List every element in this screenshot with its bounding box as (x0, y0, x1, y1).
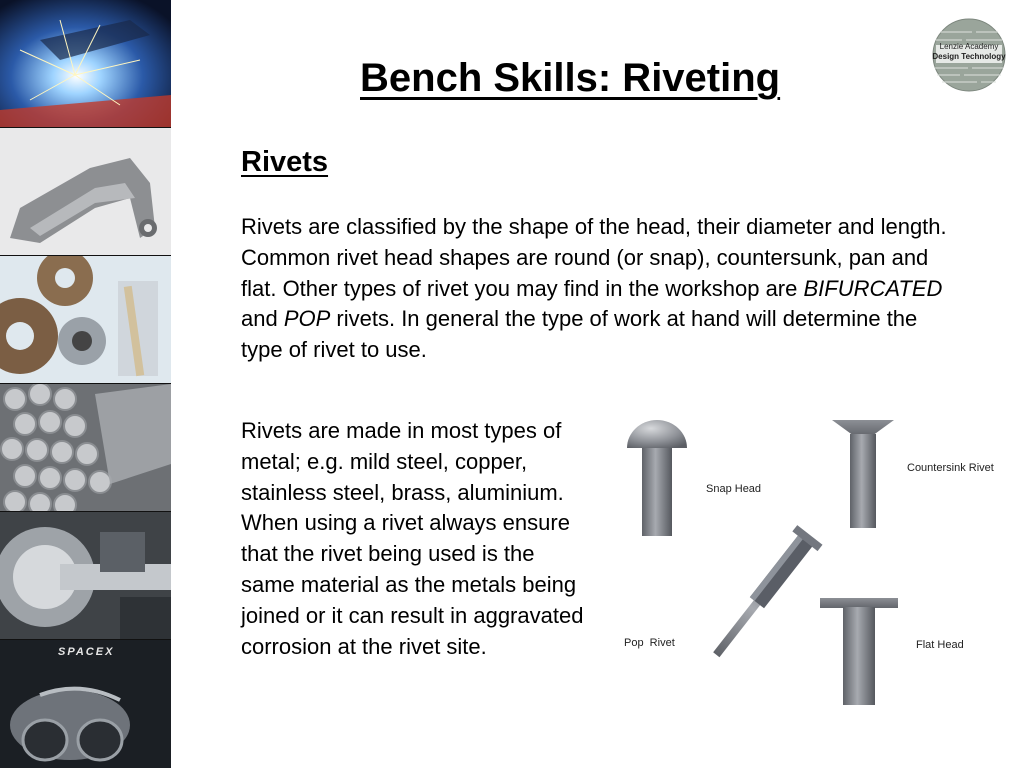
intro-emphasis-bifurcated: BIFURCATED (803, 275, 943, 301)
countersink-rivet (832, 420, 894, 528)
snap-head-rivet (627, 420, 687, 536)
spacex-engine-photo (0, 640, 171, 768)
intro-emphasis-pop: POP (283, 306, 331, 332)
rivet-types-diagram (600, 400, 1010, 730)
logo-line-2: Design Technology (932, 52, 1006, 61)
countersink-label: Countersink Rivet (907, 462, 994, 474)
flat-head-rivet (820, 598, 898, 705)
slide-title: Bench Skills: Riveting (360, 56, 781, 100)
pop-rivet (704, 525, 823, 664)
lathe-photo (0, 512, 171, 639)
intro-paragraph (241, 212, 956, 366)
bracket-part-photo (0, 128, 171, 255)
flat-head-label: Flat Head (916, 639, 964, 651)
pop-rivet-label: Pop Rivet (624, 637, 675, 649)
gears-photo (0, 256, 171, 383)
logo-text (932, 42, 1006, 62)
spacex-logo-text: SPACEX (58, 646, 115, 658)
materials-paragraph: Rivets are made in most types of metal; e.g. mild steel, copper, stainless steel, brass, aluminium. When using a rivet always ensure that the rivet being used is the same material as the metals being joined or it can result in aggravated corrosion at the rivet site. (241, 418, 584, 659)
snap-head-label: Snap Head (706, 483, 762, 495)
photo-strip (0, 0, 171, 768)
section-heading: Rivets (241, 146, 329, 178)
logo-line-1: Lenzie Academy (939, 42, 999, 51)
intro-text-3: rivets. In general the type of work at hand will determine the type of rivet to use. (241, 306, 918, 363)
welding-photo (0, 0, 171, 127)
intro-text-1: Rivets are classified by the shape of the head, their diameter and length. Common rivet head shapes are round (or snap), countersunk, pan and flat. Other types of rivet you may find in the workshop are (241, 214, 947, 301)
intro-text-2: and (241, 306, 284, 332)
steel-bars-photo (0, 384, 171, 511)
